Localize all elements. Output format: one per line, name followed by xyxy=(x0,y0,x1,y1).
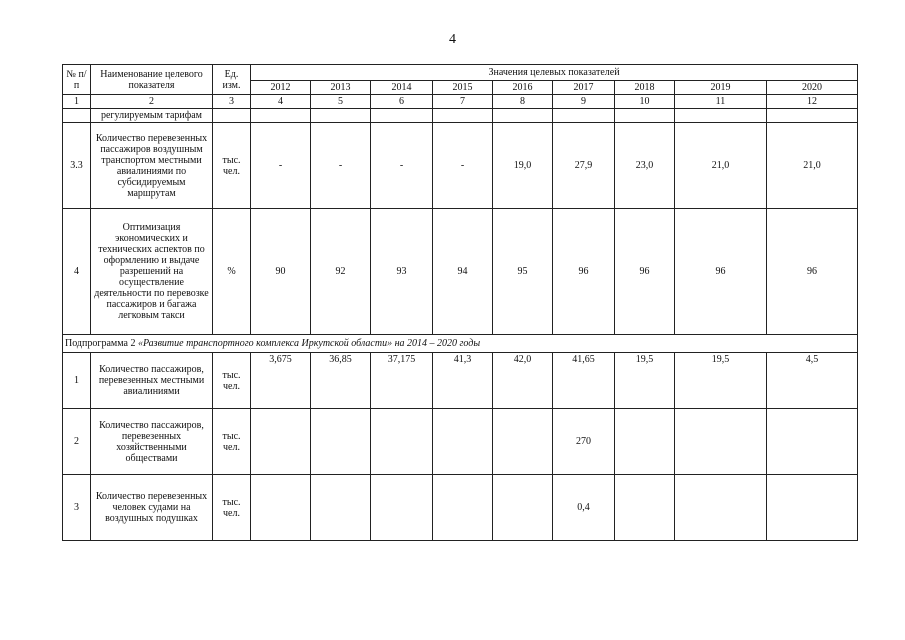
indicator-value xyxy=(675,475,767,541)
indicator-value: 4,5 xyxy=(767,353,858,409)
unit xyxy=(213,109,251,123)
indicator-value xyxy=(433,475,493,541)
indicator-value: 37,175 xyxy=(371,353,433,409)
column-number: 5 xyxy=(311,95,371,109)
column-number: 3 xyxy=(213,95,251,109)
header-num: № п/п xyxy=(63,65,91,95)
unit: тыс. чел. xyxy=(213,409,251,475)
indicator-value xyxy=(251,475,311,541)
table-row xyxy=(63,123,858,209)
row-number: 3 xyxy=(63,475,91,541)
table-row xyxy=(63,209,858,335)
column-number: 4 xyxy=(251,95,311,109)
indicator-value xyxy=(767,409,858,475)
table-row xyxy=(63,353,858,409)
indicator-value xyxy=(767,475,858,541)
indicator-value xyxy=(675,109,767,123)
indicator-value: 96 xyxy=(553,209,615,335)
indicator-value xyxy=(371,109,433,123)
year-header: 2019 xyxy=(675,81,767,95)
indicator-value: 270 xyxy=(553,409,615,475)
indicator-value xyxy=(493,475,553,541)
table-row xyxy=(63,475,858,541)
indicator-value: - xyxy=(251,123,311,209)
column-number: 7 xyxy=(433,95,493,109)
column-number: 12 xyxy=(767,95,858,109)
indicator-name: регулируемым тарифам xyxy=(91,109,213,123)
indicator-value: 96 xyxy=(615,209,675,335)
header-values: Значения целевых показателей xyxy=(251,65,858,81)
indicator-value: 19,5 xyxy=(615,353,675,409)
indicator-value: - xyxy=(433,123,493,209)
row-number: 4 xyxy=(63,209,91,335)
year-header: 2018 xyxy=(615,81,675,95)
unit: тыс. чел. xyxy=(213,475,251,541)
indicator-name: Количество пассажиров, перевезенных местными авиалиниями xyxy=(91,353,213,409)
indicator-value xyxy=(675,409,767,475)
indicator-value: 90 xyxy=(251,209,311,335)
year-header: 2012 xyxy=(251,81,311,95)
indicator-value xyxy=(433,109,493,123)
indicator-name: Количество пассажиров, перевезенных хозяйственными обществами xyxy=(91,409,213,475)
indicator-value: 21,0 xyxy=(767,123,858,209)
year-header: 2020 xyxy=(767,81,858,95)
indicator-value xyxy=(615,475,675,541)
indicator-name: Количество перевезенных человек судами на воздушных подушках xyxy=(91,475,213,541)
target-indicators-table xyxy=(62,64,858,541)
year-header: 2015 xyxy=(433,81,493,95)
indicator-value: 96 xyxy=(675,209,767,335)
header-unit: Ед. изм. xyxy=(213,65,251,95)
indicator-value: 19,0 xyxy=(493,123,553,209)
column-number: 8 xyxy=(493,95,553,109)
indicator-value xyxy=(251,409,311,475)
indicator-value: 0,4 xyxy=(553,475,615,541)
column-number: 1 xyxy=(63,95,91,109)
indicator-name: Оптимизация экономических и технических аспектов по оформлению и выдаче разрешений на осуществление деятельности по перевозке пассажиров и багажа легковым такси xyxy=(91,209,213,335)
indicator-value xyxy=(251,109,311,123)
indicator-value xyxy=(767,109,858,123)
row-number: 1 xyxy=(63,353,91,409)
indicator-value: - xyxy=(311,123,371,209)
indicator-value: 96 xyxy=(767,209,858,335)
indicator-value: 21,0 xyxy=(675,123,767,209)
unit: тыс. чел. xyxy=(213,353,251,409)
column-number: 9 xyxy=(553,95,615,109)
table-row xyxy=(63,409,858,475)
indicator-value xyxy=(493,409,553,475)
indicator-value: 94 xyxy=(433,209,493,335)
indicator-value: 27,9 xyxy=(553,123,615,209)
indicator-value xyxy=(615,409,675,475)
table-row xyxy=(63,109,858,123)
row-number xyxy=(63,109,91,123)
indicator-value xyxy=(311,475,371,541)
indicator-value xyxy=(493,109,553,123)
header-name: Наименование целевого показателя xyxy=(91,65,213,95)
indicator-value: 3,675 xyxy=(251,353,311,409)
page-number: 4 xyxy=(449,32,456,47)
indicator-value xyxy=(615,109,675,123)
indicator-value: 95 xyxy=(493,209,553,335)
indicator-value: 42,0 xyxy=(493,353,553,409)
indicator-value xyxy=(371,409,433,475)
subprogram-row xyxy=(63,335,858,353)
column-number: 11 xyxy=(675,95,767,109)
column-number: 6 xyxy=(371,95,433,109)
unit: % xyxy=(213,209,251,335)
indicator-value: 41,3 xyxy=(433,353,493,409)
column-number: 2 xyxy=(91,95,213,109)
subprogram-title: Подпрограмма 2 «Развитие транспортного комплекса Иркутской области» на 2014 – 2020 годы xyxy=(63,335,858,353)
indicator-value xyxy=(553,109,615,123)
indicator-value: 41,65 xyxy=(553,353,615,409)
indicator-value xyxy=(433,409,493,475)
indicator-value xyxy=(371,475,433,541)
indicator-value xyxy=(311,409,371,475)
indicator-name: Количество перевезенных пассажиров воздушным транспортом местными авиалиниями по субсидируемым маршрутам xyxy=(91,123,213,209)
year-header: 2013 xyxy=(311,81,371,95)
row-number: 3.3 xyxy=(63,123,91,209)
column-number: 10 xyxy=(615,95,675,109)
indicator-value: 93 xyxy=(371,209,433,335)
year-header: 2014 xyxy=(371,81,433,95)
indicator-value: 92 xyxy=(311,209,371,335)
indicator-value xyxy=(311,109,371,123)
indicator-value: 36,85 xyxy=(311,353,371,409)
indicator-value: - xyxy=(371,123,433,209)
unit: тыс. чел. xyxy=(213,123,251,209)
indicator-value: 19,5 xyxy=(675,353,767,409)
year-header: 2016 xyxy=(493,81,553,95)
year-header: 2017 xyxy=(553,81,615,95)
row-number: 2 xyxy=(63,409,91,475)
indicator-value: 23,0 xyxy=(615,123,675,209)
